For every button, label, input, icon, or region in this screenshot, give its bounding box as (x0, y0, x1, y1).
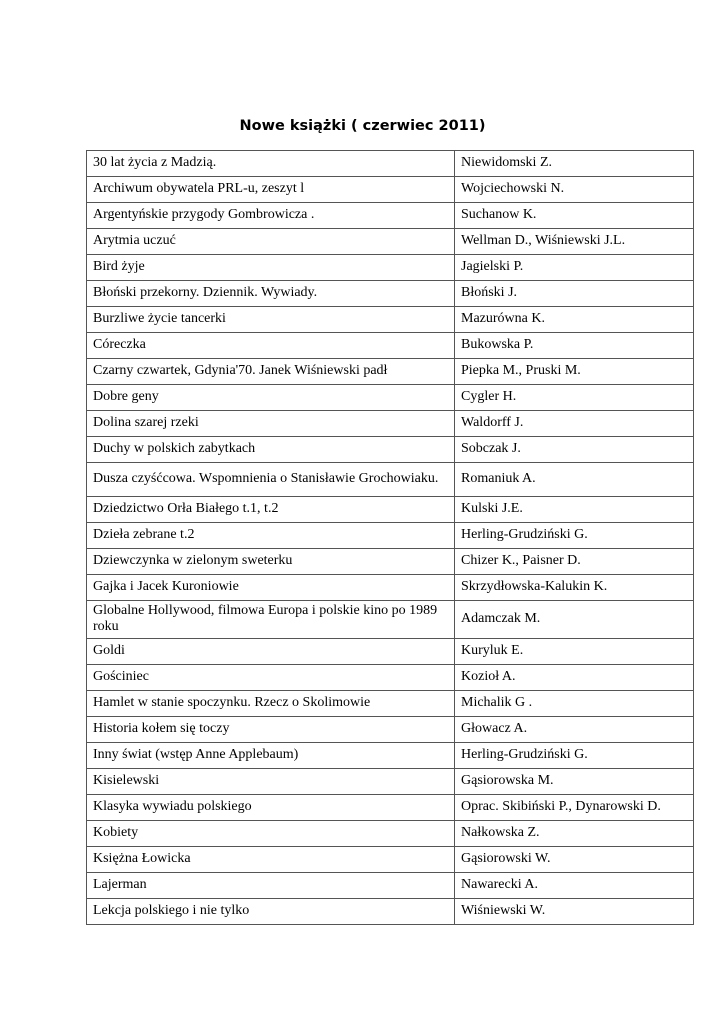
table-row (87, 601, 694, 639)
table-row (87, 177, 694, 203)
book-title: Argentyńskie przygody Gombrowicza . (87, 203, 455, 229)
book-title: Hamlet w stanie spoczynku. Rzecz o Skolimowie (87, 691, 455, 717)
table-row (87, 847, 694, 873)
table-row (87, 463, 694, 497)
table-row (87, 639, 694, 665)
book-author: Jagielski P. (455, 255, 694, 281)
table-row (87, 385, 694, 411)
book-author: Wojciechowski N. (455, 177, 694, 203)
books-table (86, 150, 694, 925)
book-author: Błoński J. (455, 281, 694, 307)
table-row (87, 743, 694, 769)
table-row (87, 575, 694, 601)
book-title: Dobre geny (87, 385, 455, 411)
table-row (87, 151, 694, 177)
table-row (87, 821, 694, 847)
table-row (87, 229, 694, 255)
book-author: Herling-Grudziński G. (455, 743, 694, 769)
table-row (87, 437, 694, 463)
table-row (87, 769, 694, 795)
table-row (87, 411, 694, 437)
book-author: Głowacz A. (455, 717, 694, 743)
book-author: Skrzydłowska-Kalukin K. (455, 575, 694, 601)
table-row (87, 523, 694, 549)
book-title: Bird żyje (87, 255, 455, 281)
book-title: 30 lat życia z Madzią. (87, 151, 455, 177)
table-row (87, 203, 694, 229)
book-author: Adamczak M. (455, 601, 694, 639)
book-title: Czarny czwartek, Gdynia'70. Janek Wiśniewski padł (87, 359, 455, 385)
book-author: Cygler H. (455, 385, 694, 411)
book-title: Globalne Hollywood, filmowa Europa i polskie kino po 1989 roku (87, 601, 455, 639)
book-title: Archiwum obywatela PRL-u, zeszyt l (87, 177, 455, 203)
book-author: Oprac. Skibiński P., Dynarowski D. (455, 795, 694, 821)
book-author: Herling-Grudziński G. (455, 523, 694, 549)
table-row (87, 359, 694, 385)
book-author: Chizer K., Paisner D. (455, 549, 694, 575)
table-row (87, 333, 694, 359)
book-author: Kozioł A. (455, 665, 694, 691)
book-author: Nałkowska Z. (455, 821, 694, 847)
book-author: Romaniuk A. (455, 463, 694, 497)
book-title: Inny świat (wstęp Anne Applebaum) (87, 743, 455, 769)
book-author: Wellman D., Wiśniewski J.L. (455, 229, 694, 255)
book-author: Niewidomski Z. (455, 151, 694, 177)
table-row (87, 307, 694, 333)
book-title: Błoński przekorny. Dziennik. Wywiady. (87, 281, 455, 307)
book-title: Historia kołem się toczy (87, 717, 455, 743)
book-title: Dziewczynka w zielonym sweterku (87, 549, 455, 575)
page-title: Nowe książki ( czerwiec 2011) (239, 118, 486, 134)
book-title: Gajka i Jacek Kuroniowie (87, 575, 455, 601)
book-title: Arytmia uczuć (87, 229, 455, 255)
table-row (87, 281, 694, 307)
book-author: Kulski J.E. (455, 497, 694, 523)
book-title: Klasyka wywiadu polskiego (87, 795, 455, 821)
book-author: Wiśniewski W. (455, 899, 694, 925)
book-author: Gąsiorowski W. (455, 847, 694, 873)
book-title: Córeczka (87, 333, 455, 359)
book-title: Kobiety (87, 821, 455, 847)
book-author: Nawarecki A. (455, 873, 694, 899)
table-row (87, 497, 694, 523)
book-title: Księżna Łowicka (87, 847, 455, 873)
book-author: Mazurówna K. (455, 307, 694, 333)
book-title: Gościniec (87, 665, 455, 691)
book-title: Lekcja polskiego i nie tylko (87, 899, 455, 925)
book-title: Lajerman (87, 873, 455, 899)
book-author: Bukowska P. (455, 333, 694, 359)
table-row (87, 717, 694, 743)
table-row (87, 665, 694, 691)
book-author: Gąsiorowska M. (455, 769, 694, 795)
book-title: Dusza czyśćcowa. Wspomnienia o Stanisławie Grochowiaku. (87, 463, 455, 497)
book-author: Sobczak J. (455, 437, 694, 463)
book-title: Goldi (87, 639, 455, 665)
book-title: Burzliwe życie tancerki (87, 307, 455, 333)
book-author: Michalik G . (455, 691, 694, 717)
table-row (87, 691, 694, 717)
book-title: Dziedzictwo Orła Białego t.1, t.2 (87, 497, 455, 523)
book-title: Kisielewski (87, 769, 455, 795)
table-row (87, 873, 694, 899)
book-author: Kuryluk E. (455, 639, 694, 665)
table-row (87, 899, 694, 925)
book-author: Suchanow K. (455, 203, 694, 229)
book-title: Dzieła zebrane t.2 (87, 523, 455, 549)
table-row (87, 255, 694, 281)
book-author: Waldorff J. (455, 411, 694, 437)
book-title: Duchy w polskich zabytkach (87, 437, 455, 463)
table-row (87, 549, 694, 575)
book-author: Piepka M., Pruski M. (455, 359, 694, 385)
table-row (87, 795, 694, 821)
book-title: Dolina szarej rzeki (87, 411, 455, 437)
